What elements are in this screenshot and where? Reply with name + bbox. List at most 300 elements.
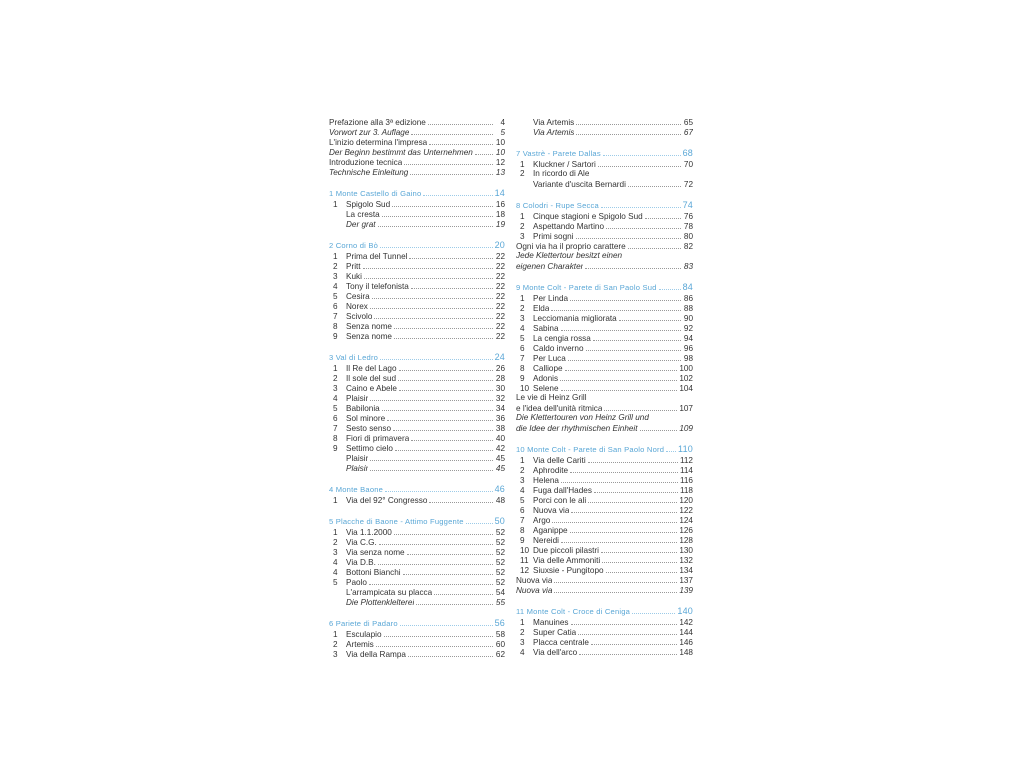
page-number: 70	[683, 160, 693, 169]
dot-leader	[399, 383, 493, 391]
entry-title: Primi sogni	[533, 232, 574, 241]
entry-title: Sesto senso	[346, 424, 392, 433]
dot-leader	[399, 363, 493, 371]
entry-title: Bottoni Bianchi	[346, 568, 401, 577]
dot-leader	[369, 577, 493, 585]
page-number: 96	[683, 344, 693, 353]
section-spacer	[329, 473, 505, 484]
dot-leader	[606, 221, 681, 229]
dot-leader	[380, 352, 492, 360]
page-number: 13	[495, 168, 505, 177]
dot-leader	[395, 443, 493, 451]
toc-entry	[329, 587, 505, 597]
route-number: 8	[520, 526, 525, 535]
toc-route-entry	[516, 647, 693, 657]
page-number: 82	[683, 242, 693, 251]
dot-leader	[410, 167, 493, 175]
toc-route-entry	[329, 557, 505, 567]
route-number: 1	[520, 456, 525, 465]
route-number: 1	[520, 294, 525, 303]
section-spacer	[516, 595, 693, 606]
entry-title: Nuova via	[516, 586, 553, 595]
toc-route-entry	[329, 413, 505, 423]
toc-route-entry	[329, 639, 505, 649]
toc-route-entry	[516, 535, 693, 545]
dot-leader	[393, 423, 493, 431]
page-number: 50	[494, 516, 505, 526]
toc-route-entry	[516, 475, 693, 485]
toc-route-entry	[516, 293, 693, 303]
dot-leader	[429, 495, 493, 503]
toc-route-entry	[516, 617, 693, 627]
route-number: 9	[333, 444, 338, 453]
entry-title: Via dell'arco	[533, 648, 578, 657]
page-number: 16	[495, 200, 505, 209]
dot-leader	[370, 393, 493, 401]
entry-title: Nuova via	[533, 506, 570, 515]
route-number: 2	[520, 304, 525, 313]
toc-route-entry	[516, 211, 693, 221]
entry-title: Il Re del Lago	[346, 364, 397, 373]
entry-title: Senza nome	[346, 322, 392, 331]
dot-leader	[378, 219, 493, 227]
route-number: 5	[333, 578, 338, 587]
route-number: 2	[333, 640, 338, 649]
dot-leader	[576, 127, 681, 135]
entry-title: eigenen Charakter	[516, 262, 584, 271]
section-spacer	[516, 137, 693, 148]
entry-title: Plaisir	[346, 464, 369, 473]
toc-route-entry	[329, 383, 505, 393]
toc-route-entry	[516, 221, 693, 231]
page-number: 54	[495, 588, 505, 597]
page-number: 67	[683, 128, 693, 137]
dot-leader	[568, 353, 681, 361]
toc-route-entry	[516, 343, 693, 353]
toc-route-entry	[329, 433, 505, 443]
entry-title: Via Artemis	[533, 128, 575, 137]
dot-leader	[475, 147, 493, 155]
section-spacer	[329, 607, 505, 618]
page-number: 148	[679, 648, 693, 657]
entry-title: Fuga dall'Hades	[533, 486, 592, 495]
dot-leader	[579, 647, 677, 655]
entry-title: Die Plottenklelterei	[346, 598, 415, 607]
dot-leader	[602, 555, 677, 563]
toc-entry	[516, 393, 693, 403]
route-number: 12	[520, 566, 530, 575]
book-page	[320, 110, 705, 659]
page-number: 88	[683, 304, 693, 313]
toc-route-entry	[516, 353, 693, 363]
toc-route-entry	[329, 311, 505, 321]
route-number: 1	[333, 364, 338, 373]
route-number: 2	[520, 169, 525, 178]
toc-route-entry	[516, 313, 693, 323]
route-number: 3	[333, 272, 338, 281]
toc-section-heading	[329, 188, 505, 199]
route-number: 4	[333, 568, 338, 577]
entry-title: Plaisir	[346, 394, 369, 403]
dot-leader	[570, 525, 678, 533]
toc-route-entry	[516, 159, 693, 169]
page-number: 140	[677, 606, 693, 616]
page-number: 19	[495, 220, 505, 229]
toc-entry	[516, 127, 693, 137]
toc-route-entry	[516, 373, 693, 383]
entry-title: 5 Placche di Baone - Attimo Fuggente	[329, 517, 464, 526]
entry-title: Nereidi	[533, 536, 559, 545]
toc-route-entry	[516, 637, 693, 647]
page-number: 128	[679, 536, 693, 545]
page-number: 94	[683, 334, 693, 343]
toc-entry	[329, 453, 505, 463]
entry-title: Variante d'uscita Bernardi	[533, 180, 626, 189]
route-number: 8	[520, 364, 525, 373]
route-number: 3	[520, 232, 525, 241]
toc-section-heading	[516, 148, 693, 159]
entry-title: Aspettando Martino	[533, 222, 605, 231]
page-number: 22	[495, 322, 505, 331]
toc-entry	[329, 137, 505, 147]
entry-title: Esculapio	[346, 630, 382, 639]
page-number: 84	[682, 282, 693, 292]
dot-leader	[411, 433, 493, 441]
toc-route-entry	[516, 465, 693, 475]
route-number: 7	[520, 354, 525, 363]
entry-title: Artemis	[346, 640, 374, 649]
toc-section-heading	[329, 618, 505, 629]
entry-title: Via delle Ammoniti	[533, 556, 601, 565]
page-number: 55	[495, 598, 505, 607]
toc-route-entry	[516, 485, 693, 495]
route-number: 8	[333, 434, 338, 443]
page-number: 22	[495, 252, 505, 261]
dot-leader	[606, 565, 678, 573]
dot-leader	[571, 505, 677, 513]
entry-title: Aganippe	[533, 526, 568, 535]
page-number: 22	[495, 302, 505, 311]
toc-route-entry	[329, 291, 505, 301]
entry-title: Settimo cielo	[346, 444, 393, 453]
dot-leader	[576, 231, 682, 239]
toc-route-entry	[329, 649, 505, 659]
toc-route-entry	[329, 261, 505, 271]
route-number: 3	[520, 476, 525, 485]
section-spacer	[329, 341, 505, 352]
entry-title: Adonis	[533, 374, 559, 383]
entry-title: 10 Monte Colt - Parete di San Paolo Nord	[516, 445, 665, 454]
dot-leader	[640, 423, 678, 431]
toc-route-entry	[329, 423, 505, 433]
page-number: 46	[494, 484, 505, 494]
page-number: 45	[495, 464, 505, 473]
toc-route-entry	[516, 383, 693, 393]
page-number: 36	[495, 414, 505, 423]
entry-title: La cresta	[346, 210, 380, 219]
page-number: 126	[679, 526, 693, 535]
page-number: 72	[683, 180, 693, 189]
page-number: 92	[683, 324, 693, 333]
entry-title: Caino e Abele	[346, 384, 397, 393]
dot-leader	[560, 373, 677, 381]
dot-leader	[601, 545, 677, 553]
toc-route-entry	[516, 565, 693, 575]
dot-leader	[423, 188, 492, 196]
dot-leader	[666, 444, 676, 452]
toc-column-left	[329, 117, 505, 659]
dot-leader	[398, 373, 493, 381]
toc-entry	[516, 251, 693, 261]
page-number: 10	[495, 138, 505, 147]
entry-title: Sol minore	[346, 414, 386, 423]
route-number: 3	[333, 384, 338, 393]
page-number: 14	[494, 188, 505, 198]
toc-section-heading	[329, 352, 505, 363]
dot-leader	[578, 627, 677, 635]
dot-leader	[372, 291, 493, 299]
route-number: 1	[333, 630, 338, 639]
route-number: 2	[520, 222, 525, 231]
dot-leader	[628, 179, 681, 187]
entry-title: Paolo	[346, 578, 367, 587]
page-number: 109	[679, 424, 693, 433]
entry-title: L'arrampicata su placca	[346, 588, 433, 597]
dot-leader	[376, 639, 493, 647]
toc-route-entry	[329, 629, 505, 639]
route-number: 1	[333, 528, 338, 537]
page-number: 76	[683, 212, 693, 221]
entry-title: 11 Monte Colt - Croce di Ceniga	[516, 607, 631, 616]
page-number: 132	[679, 556, 693, 565]
entry-title: Prima del Tunnel	[346, 252, 408, 261]
toc-route-entry	[516, 333, 693, 343]
toc-section-heading	[516, 444, 693, 455]
page-number: 86	[683, 294, 693, 303]
entry-title: Ogni via ha il proprio carattere	[516, 242, 626, 251]
route-number: 9	[520, 536, 525, 545]
entry-title: Aphrodite	[533, 466, 569, 475]
page-number: 83	[683, 262, 693, 271]
route-number: 7	[333, 424, 338, 433]
dot-leader	[561, 535, 677, 543]
toc-route-entry	[516, 545, 693, 555]
dot-leader	[363, 261, 493, 269]
section-spacer	[329, 229, 505, 240]
toc-route-entry	[516, 455, 693, 465]
entry-title: 9 Monte Colt - Parete di San Paolo Sud	[516, 283, 657, 292]
route-number: 2	[520, 466, 525, 475]
page-number: 52	[495, 538, 505, 547]
toc-entry	[516, 241, 693, 251]
dot-leader	[588, 495, 677, 503]
toc-route-entry	[329, 301, 505, 311]
entry-title: L'inizio determina l'impresa	[329, 138, 428, 147]
entry-title: Plaisir	[346, 454, 369, 463]
page-number: 52	[495, 578, 505, 587]
dot-leader	[429, 137, 493, 145]
toc-route-entry	[329, 199, 505, 209]
toc-entry	[516, 117, 693, 127]
section-spacer	[329, 505, 505, 516]
toc-entry	[516, 261, 693, 271]
page-number: 52	[495, 548, 505, 557]
page-number: 65	[683, 118, 693, 127]
route-number: 3	[520, 314, 525, 323]
toc-entry	[516, 179, 693, 189]
dot-leader	[370, 463, 493, 471]
toc-entry	[329, 127, 505, 137]
entry-title: La cengia rossa	[533, 334, 591, 343]
toc-route-entry	[329, 547, 505, 557]
entry-title: Elda	[533, 304, 550, 313]
route-number: 3	[333, 650, 338, 659]
page-number: 30	[495, 384, 505, 393]
dot-leader	[382, 403, 493, 411]
route-number: 2	[333, 262, 338, 271]
section-spacer	[329, 177, 505, 188]
page-number: 114	[679, 466, 693, 475]
dot-leader	[604, 403, 677, 411]
dot-leader	[588, 455, 678, 463]
page-number: 56	[494, 618, 505, 628]
entry-title: Pritt	[346, 262, 361, 271]
entry-title: 8 Colodri - Rupe Secca	[516, 201, 599, 210]
toc-section-heading	[516, 200, 693, 211]
page-number: 24	[494, 352, 505, 362]
toc-route-entry	[516, 505, 693, 515]
toc-route-entry	[516, 525, 693, 535]
route-number: 1	[520, 618, 525, 627]
page-number: 130	[679, 546, 693, 555]
entry-title: Via senza nome	[346, 548, 405, 557]
dot-leader	[565, 363, 678, 371]
toc-entry	[516, 423, 693, 433]
page-number: 10	[495, 148, 505, 157]
route-number: 8	[333, 322, 338, 331]
dot-leader	[409, 251, 493, 259]
page-number: 110	[678, 444, 693, 454]
entry-title: Calliope	[533, 364, 563, 373]
dot-leader	[379, 537, 493, 545]
route-number: 6	[333, 302, 338, 311]
entry-title: Vorwort zur 3. Auflage	[329, 128, 410, 137]
page-number: 22	[495, 292, 505, 301]
toc-entry	[329, 157, 505, 167]
dot-leader	[598, 159, 681, 167]
dot-leader	[382, 209, 493, 217]
dot-leader	[659, 282, 681, 290]
route-number: 1	[333, 252, 338, 261]
dot-leader	[404, 157, 493, 165]
route-number: 4	[520, 648, 525, 657]
page-number: 5	[500, 128, 505, 137]
toc-route-entry	[516, 555, 693, 565]
page-number: 144	[679, 628, 693, 637]
dot-leader	[364, 271, 493, 279]
section-spacer	[516, 189, 693, 200]
toc-route-entry	[329, 281, 505, 291]
entry-title: Cesira	[346, 292, 370, 301]
dot-leader	[407, 547, 493, 555]
page-number: 80	[683, 232, 693, 241]
entry-title: 3 Val di Ledro	[329, 353, 379, 362]
toc-route-entry	[329, 403, 505, 413]
entry-title: Via C.G.	[346, 538, 377, 547]
page-number: 137	[679, 576, 693, 585]
route-number: 4	[333, 394, 338, 403]
dot-leader	[551, 303, 681, 311]
toc-entry	[329, 147, 505, 157]
toc-route-entry	[516, 515, 693, 525]
dot-leader	[586, 343, 681, 351]
dot-leader	[394, 321, 493, 329]
page-number: 52	[495, 558, 505, 567]
dot-leader	[561, 475, 678, 483]
page-number: 146	[679, 638, 693, 647]
entry-title: Der Beginn bestimmt das Unternehmen	[329, 148, 473, 157]
dot-leader	[434, 587, 493, 595]
dot-leader	[561, 323, 682, 331]
page-number: 22	[495, 332, 505, 341]
entry-title: Argo	[533, 516, 551, 525]
route-number: 3	[520, 638, 525, 647]
entry-title: 7 Vastrè - Parete Dallas	[516, 149, 601, 158]
page-number: 22	[495, 312, 505, 321]
page-number: 116	[679, 476, 693, 485]
dot-leader	[571, 617, 678, 625]
entry-title: Le vie di Heinz Grill	[516, 393, 587, 402]
toc-route-entry	[329, 577, 505, 587]
route-number: 11	[520, 556, 529, 565]
entry-title: Kuki	[346, 272, 362, 281]
toc-section-heading	[516, 606, 693, 617]
route-number: 2	[520, 628, 525, 637]
page-number: 52	[495, 528, 505, 537]
entry-title: Il sole del sud	[346, 374, 397, 383]
toc-entry	[329, 167, 505, 177]
page-number: 120	[679, 496, 693, 505]
route-number: 9	[520, 374, 525, 383]
dot-leader	[378, 557, 493, 565]
toc-route-entry	[329, 331, 505, 341]
dot-leader	[561, 383, 678, 391]
page-number: 22	[495, 262, 505, 271]
dot-leader	[554, 575, 677, 583]
page-number: 42	[495, 444, 505, 453]
entry-title: Via Artemis	[533, 118, 575, 127]
entry-title: Selene	[533, 384, 559, 393]
route-number: 6	[520, 344, 525, 353]
dot-leader	[576, 117, 681, 125]
dot-leader	[619, 313, 681, 321]
toc-route-entry	[516, 323, 693, 333]
entry-title: Helena	[533, 476, 559, 485]
entry-title: 1 Monte Castello di Gaino	[329, 189, 422, 198]
toc-entry	[329, 597, 505, 607]
entry-title: Super Catia	[533, 628, 577, 637]
entry-title: Der grat	[346, 220, 376, 229]
page-number: 74	[682, 200, 693, 210]
route-number: 4	[333, 282, 338, 291]
route-number: 4	[520, 324, 525, 333]
entry-title: In ricordo di Ale	[533, 169, 590, 178]
page-number: 58	[495, 630, 505, 639]
page-number: 45	[495, 454, 505, 463]
toc-entry	[516, 413, 693, 423]
dot-leader	[370, 301, 493, 309]
page-number: 4	[500, 118, 505, 127]
